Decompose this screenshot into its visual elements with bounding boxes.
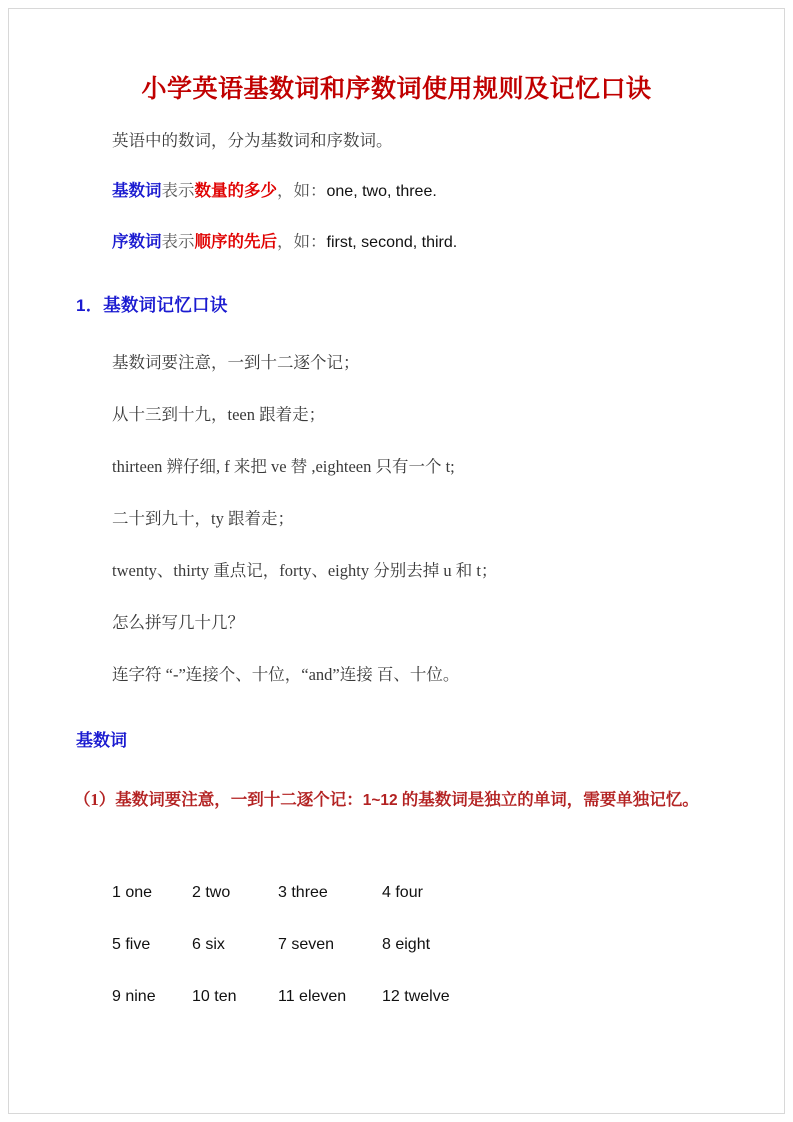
definition-term-cardinal: 基数词 bbox=[112, 181, 162, 200]
intro-text: 英语中的数词，分为基数词和序数词。 bbox=[112, 131, 393, 150]
number-cell-1: 1 one bbox=[112, 884, 153, 901]
page-title: 小学英语基数词和序数词使用规则及记忆口诀 bbox=[141, 75, 652, 103]
rhyme-line-5-text: twenty、thirty 重点记，forty、eighty 分别去掉 u 和 t； bbox=[112, 561, 498, 580]
rhyme-line-2 bbox=[112, 404, 325, 426]
table-row bbox=[112, 884, 512, 936]
definition-cardinal bbox=[112, 180, 437, 203]
table-row bbox=[112, 936, 512, 988]
number-cell-9: 9 nine bbox=[112, 988, 156, 1005]
number-cell-2: 2 two bbox=[192, 884, 231, 901]
table-row bbox=[112, 988, 512, 1040]
section-2-heading: 基数词 bbox=[76, 731, 127, 750]
cardinal-numbers-grid bbox=[112, 884, 512, 1040]
definition-examples-ordinal: first, second, third. bbox=[326, 234, 458, 251]
number-cell-5: 5 five bbox=[112, 936, 151, 953]
number-cell-4: 4 four bbox=[382, 884, 423, 901]
rhyme-line-6-text: 怎么拼写几十几？ bbox=[112, 613, 244, 632]
definition-connector-ordinal: ，如： bbox=[277, 232, 327, 251]
definition-meaning-cardinal: 数量的多少 bbox=[194, 181, 277, 200]
number-cell-3: 3 three bbox=[278, 884, 328, 901]
rhyme-line-5 bbox=[112, 560, 497, 582]
definition-connector-cardinal: ，如： bbox=[277, 181, 327, 200]
definition-verb-ordinal: 表示 bbox=[161, 232, 195, 251]
section-1-number: 1． bbox=[76, 296, 104, 315]
rule-1-paragraph bbox=[74, 784, 734, 816]
section-1-heading bbox=[76, 291, 228, 317]
rule-1-text-after: 的基数词是独立的单词，需要单独记忆。 bbox=[397, 790, 699, 809]
number-cell-6: 6 six bbox=[192, 936, 225, 953]
rhyme-line-7 bbox=[112, 664, 459, 686]
rhyme-line-4 bbox=[112, 508, 294, 530]
definition-verb-cardinal: 表示 bbox=[161, 181, 195, 200]
section-1-title: 基数词记忆口诀 bbox=[103, 295, 228, 315]
definition-ordinal bbox=[112, 231, 457, 254]
number-cell-10: 10 ten bbox=[192, 988, 237, 1005]
intro-paragraph bbox=[112, 130, 393, 152]
rhyme-line-1 bbox=[112, 352, 360, 374]
rhyme-line-4-text: 二十到九十，ty 跟着走； bbox=[112, 509, 294, 528]
definition-examples-cardinal: one, two, three. bbox=[326, 183, 437, 200]
rule-1-marker: （1） bbox=[74, 790, 116, 809]
definition-meaning-ordinal: 顺序的先后 bbox=[194, 232, 277, 251]
rule-1-text-before: 基数词要注意，一到十二逐个记： bbox=[115, 790, 363, 809]
rule-1-range: 1~12 bbox=[362, 792, 398, 809]
rhyme-line-1-text: 基数词要注意，一到十二逐个记； bbox=[112, 353, 360, 372]
number-cell-7: 7 seven bbox=[278, 936, 335, 953]
rhyme-line-3-text: thirteen 辨仔细, f 来把 ve 替 ,eighteen 只有一个 t; bbox=[112, 457, 455, 476]
rhyme-line-2-text: 从十三到十九，teen 跟着走； bbox=[112, 405, 326, 424]
number-cell-12: 12 twelve bbox=[382, 988, 450, 1005]
rhyme-line-3 bbox=[112, 456, 455, 478]
number-cell-11: 11 eleven bbox=[278, 988, 347, 1005]
rhyme-line-6 bbox=[112, 612, 244, 634]
definition-term-ordinal: 序数词 bbox=[112, 232, 162, 251]
number-cell-8: 8 eight bbox=[382, 936, 431, 953]
rhyme-line-7-text: 连字符 “-”连接个、十位，“and”连接 百、十位。 bbox=[112, 665, 460, 684]
